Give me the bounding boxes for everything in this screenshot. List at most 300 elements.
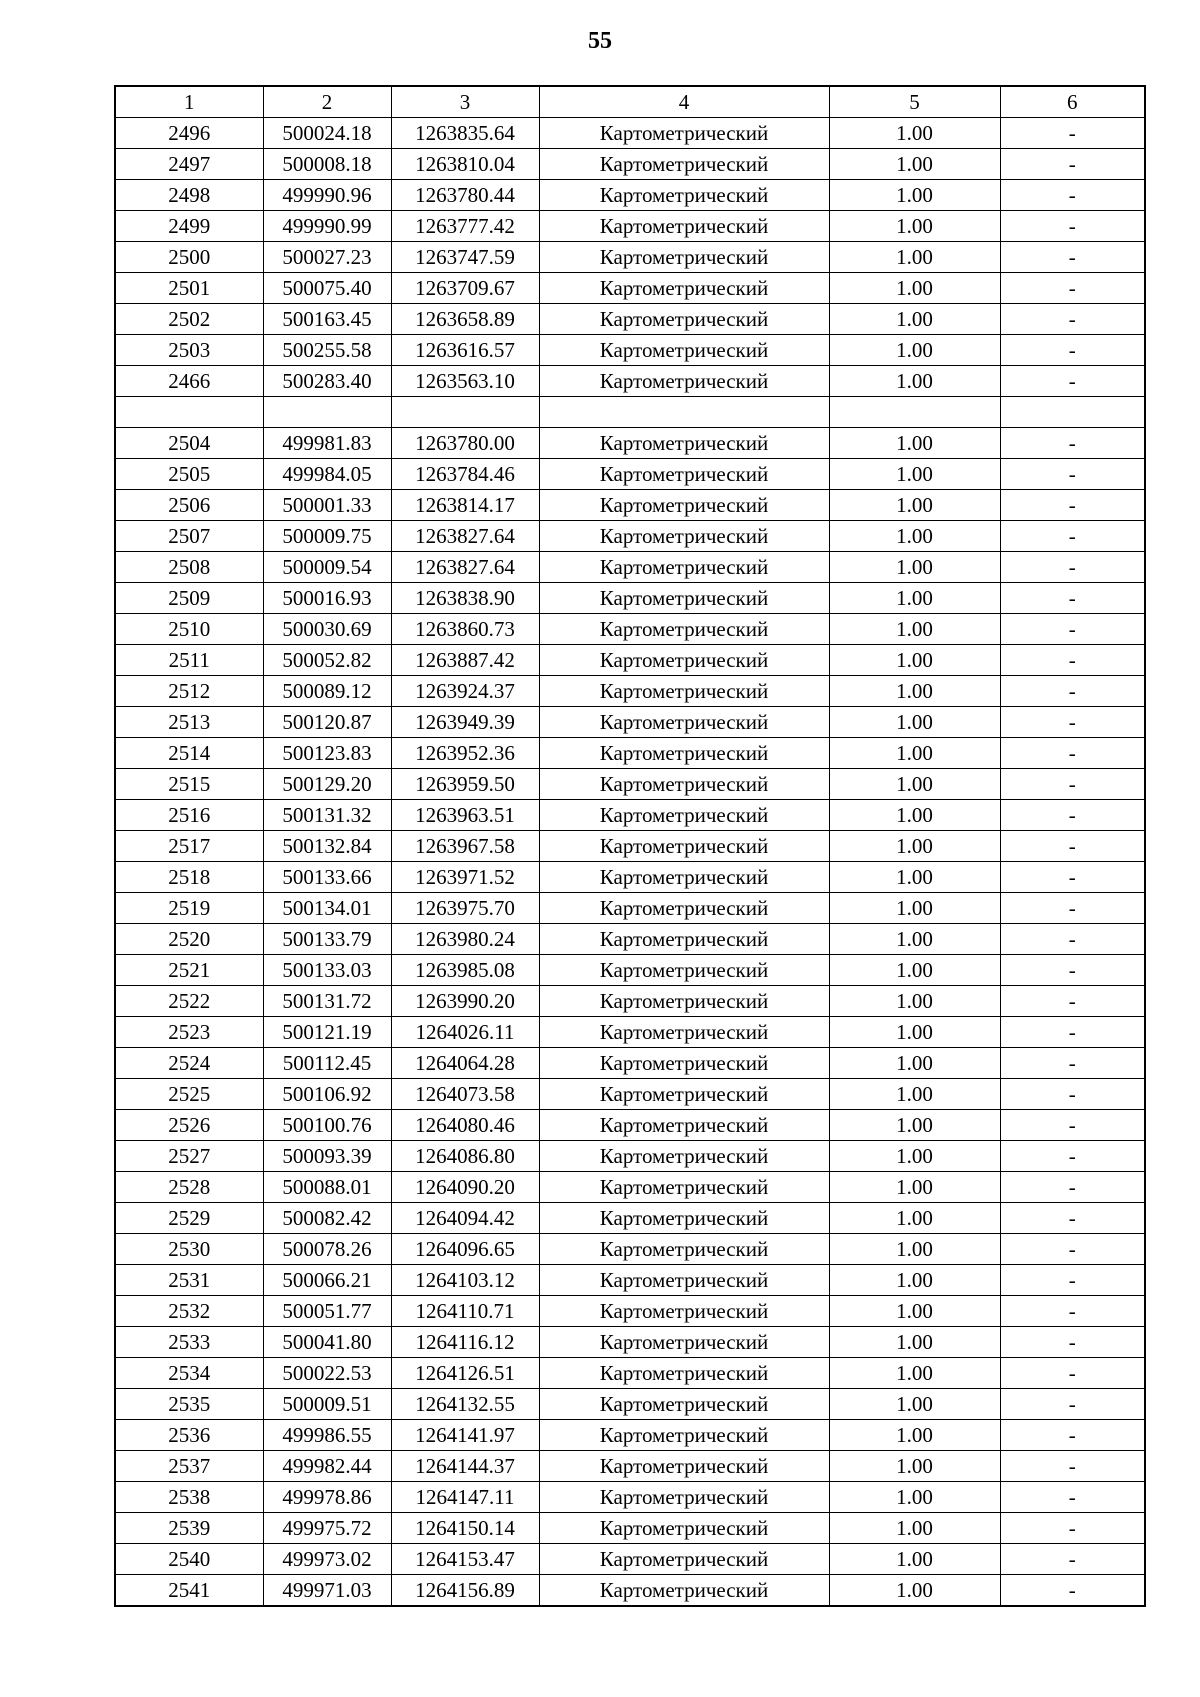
table-row xyxy=(115,1110,1145,1141)
table-body xyxy=(115,118,1145,1607)
x-coordinate-cell: 500112.45 xyxy=(263,1048,391,1079)
x-coordinate-cell: 500008.18 xyxy=(263,149,391,180)
accuracy-cell: 1.00 xyxy=(829,1420,1000,1451)
method-cell: Картометрический xyxy=(539,180,829,211)
x-coordinate-cell: 500009.54 xyxy=(263,552,391,583)
note-cell: - xyxy=(1000,459,1145,490)
method-cell: Картометрический xyxy=(539,955,829,986)
note-cell: - xyxy=(1000,521,1145,552)
x-coordinate-cell: 500051.77 xyxy=(263,1296,391,1327)
note-cell: - xyxy=(1000,738,1145,769)
y-coordinate-cell xyxy=(391,397,539,428)
y-coordinate-cell: 1264116.12 xyxy=(391,1327,539,1358)
x-coordinate-cell: 500133.79 xyxy=(263,924,391,955)
table-row xyxy=(115,1482,1145,1513)
y-coordinate-cell: 1263975.70 xyxy=(391,893,539,924)
x-coordinate-cell: 500100.76 xyxy=(263,1110,391,1141)
x-coordinate-cell: 500001.33 xyxy=(263,490,391,521)
method-cell: Картометрический xyxy=(539,1575,829,1607)
point-number-cell: 2509 xyxy=(115,583,263,614)
method-cell: Картометрический xyxy=(539,831,829,862)
x-coordinate-cell: 499990.99 xyxy=(263,211,391,242)
table-row xyxy=(115,273,1145,304)
x-coordinate-cell: 499971.03 xyxy=(263,1575,391,1607)
accuracy-cell: 1.00 xyxy=(829,304,1000,335)
y-coordinate-cell: 1264110.71 xyxy=(391,1296,539,1327)
y-coordinate-cell: 1263959.50 xyxy=(391,769,539,800)
note-cell: - xyxy=(1000,676,1145,707)
y-coordinate-cell: 1263949.39 xyxy=(391,707,539,738)
note-cell: - xyxy=(1000,1513,1145,1544)
method-cell: Картометрический xyxy=(539,366,829,397)
x-coordinate-cell: 499978.86 xyxy=(263,1482,391,1513)
table-row xyxy=(115,1079,1145,1110)
x-coordinate-cell: 500123.83 xyxy=(263,738,391,769)
note-cell: - xyxy=(1000,1358,1145,1389)
method-cell: Картометрический xyxy=(539,893,829,924)
x-coordinate-cell: 500075.40 xyxy=(263,273,391,304)
point-number-cell: 2503 xyxy=(115,335,263,366)
method-cell: Картометрический xyxy=(539,1451,829,1482)
accuracy-cell: 1.00 xyxy=(829,738,1000,769)
point-number-cell: 2507 xyxy=(115,521,263,552)
accuracy-cell xyxy=(829,397,1000,428)
method-cell: Картометрический xyxy=(539,986,829,1017)
x-coordinate-cell: 500093.39 xyxy=(263,1141,391,1172)
method-cell: Картометрический xyxy=(539,800,829,831)
point-number-cell: 2531 xyxy=(115,1265,263,1296)
note-cell: - xyxy=(1000,1296,1145,1327)
column-header-5: 5 xyxy=(829,86,1000,118)
note-cell: - xyxy=(1000,1017,1145,1048)
point-number-cell: 2523 xyxy=(115,1017,263,1048)
y-coordinate-cell: 1263952.36 xyxy=(391,738,539,769)
method-cell: Картометрический xyxy=(539,118,829,149)
x-coordinate-cell: 500030.69 xyxy=(263,614,391,645)
note-cell: - xyxy=(1000,1482,1145,1513)
point-number-cell: 2538 xyxy=(115,1482,263,1513)
note-cell: - xyxy=(1000,490,1145,521)
y-coordinate-cell: 1264144.37 xyxy=(391,1451,539,1482)
note-cell: - xyxy=(1000,800,1145,831)
y-coordinate-cell: 1263985.08 xyxy=(391,955,539,986)
y-coordinate-cell: 1263814.17 xyxy=(391,490,539,521)
y-coordinate-cell: 1263827.64 xyxy=(391,521,539,552)
table-row xyxy=(115,490,1145,521)
method-cell: Картометрический xyxy=(539,242,829,273)
method-cell: Картометрический xyxy=(539,1544,829,1575)
method-cell: Картометрический xyxy=(539,552,829,583)
point-number-cell: 2539 xyxy=(115,1513,263,1544)
accuracy-cell: 1.00 xyxy=(829,1482,1000,1513)
table-row xyxy=(115,955,1145,986)
accuracy-cell: 1.00 xyxy=(829,428,1000,459)
note-cell: - xyxy=(1000,862,1145,893)
table-row xyxy=(115,242,1145,273)
table-row xyxy=(115,149,1145,180)
accuracy-cell: 1.00 xyxy=(829,1141,1000,1172)
note-cell: - xyxy=(1000,924,1145,955)
point-number-cell: 2536 xyxy=(115,1420,263,1451)
x-coordinate-cell: 500106.92 xyxy=(263,1079,391,1110)
point-number-cell: 2501 xyxy=(115,273,263,304)
accuracy-cell: 1.00 xyxy=(829,769,1000,800)
table-row xyxy=(115,521,1145,552)
method-cell: Картометрический xyxy=(539,1079,829,1110)
method-cell: Картометрический xyxy=(539,1017,829,1048)
accuracy-cell: 1.00 xyxy=(829,1389,1000,1420)
y-coordinate-cell: 1263971.52 xyxy=(391,862,539,893)
point-number-cell: 2541 xyxy=(115,1575,263,1607)
table-row xyxy=(115,1172,1145,1203)
method-cell: Картометрический xyxy=(539,707,829,738)
accuracy-cell: 1.00 xyxy=(829,366,1000,397)
table-row xyxy=(115,118,1145,149)
method-cell: Картометрический xyxy=(539,1358,829,1389)
point-number-cell: 2524 xyxy=(115,1048,263,1079)
x-coordinate-cell: 500255.58 xyxy=(263,335,391,366)
accuracy-cell: 1.00 xyxy=(829,831,1000,862)
accuracy-cell: 1.00 xyxy=(829,180,1000,211)
accuracy-cell: 1.00 xyxy=(829,118,1000,149)
point-number-cell: 2540 xyxy=(115,1544,263,1575)
method-cell: Картометрический xyxy=(539,1234,829,1265)
point-number-cell: 2529 xyxy=(115,1203,263,1234)
table-row xyxy=(115,459,1145,490)
point-number-cell: 2530 xyxy=(115,1234,263,1265)
y-coordinate-cell: 1263887.42 xyxy=(391,645,539,676)
x-coordinate-cell: 500163.45 xyxy=(263,304,391,335)
column-header-1: 1 xyxy=(115,86,263,118)
accuracy-cell: 1.00 xyxy=(829,552,1000,583)
point-number-cell: 2515 xyxy=(115,769,263,800)
table-row xyxy=(115,428,1145,459)
x-coordinate-cell: 500052.82 xyxy=(263,645,391,676)
accuracy-cell: 1.00 xyxy=(829,1017,1000,1048)
x-coordinate-cell: 500131.72 xyxy=(263,986,391,1017)
note-cell: - xyxy=(1000,1389,1145,1420)
point-number-cell: 2521 xyxy=(115,955,263,986)
x-coordinate-cell: 500120.87 xyxy=(263,707,391,738)
table-row xyxy=(115,211,1145,242)
y-coordinate-cell: 1264153.47 xyxy=(391,1544,539,1575)
x-coordinate-cell: 499990.96 xyxy=(263,180,391,211)
point-number-cell: 2496 xyxy=(115,118,263,149)
accuracy-cell: 1.00 xyxy=(829,676,1000,707)
table-row xyxy=(115,924,1145,955)
point-number-cell: 2497 xyxy=(115,149,263,180)
y-coordinate-cell: 1264026.11 xyxy=(391,1017,539,1048)
x-coordinate-cell: 500027.23 xyxy=(263,242,391,273)
table-row xyxy=(115,1296,1145,1327)
accuracy-cell: 1.00 xyxy=(829,1296,1000,1327)
accuracy-cell: 1.00 xyxy=(829,1110,1000,1141)
note-cell: - xyxy=(1000,1575,1145,1607)
method-cell: Картометрический xyxy=(539,1265,829,1296)
point-number-cell: 2520 xyxy=(115,924,263,955)
note-cell: - xyxy=(1000,1420,1145,1451)
x-coordinate-cell: 500022.53 xyxy=(263,1358,391,1389)
y-coordinate-cell: 1263963.51 xyxy=(391,800,539,831)
x-coordinate-cell: 500016.93 xyxy=(263,583,391,614)
accuracy-cell: 1.00 xyxy=(829,1544,1000,1575)
page-number: 55 xyxy=(588,28,612,54)
method-cell: Картометрический xyxy=(539,645,829,676)
method-cell: Картометрический xyxy=(539,1513,829,1544)
y-coordinate-cell: 1263709.67 xyxy=(391,273,539,304)
accuracy-cell: 1.00 xyxy=(829,955,1000,986)
point-number-cell: 2535 xyxy=(115,1389,263,1420)
y-coordinate-cell: 1264126.51 xyxy=(391,1358,539,1389)
x-coordinate-cell: 500121.19 xyxy=(263,1017,391,1048)
x-coordinate-cell: 500024.18 xyxy=(263,118,391,149)
y-coordinate-cell: 1264080.46 xyxy=(391,1110,539,1141)
point-number-cell xyxy=(115,397,263,428)
point-number-cell: 2498 xyxy=(115,180,263,211)
point-number-cell: 2510 xyxy=(115,614,263,645)
note-cell: - xyxy=(1000,1265,1145,1296)
table-row xyxy=(115,1141,1145,1172)
method-cell: Картометрический xyxy=(539,304,829,335)
table-row xyxy=(115,1389,1145,1420)
table-row xyxy=(115,1017,1145,1048)
note-cell: - xyxy=(1000,428,1145,459)
method-cell: Картометрический xyxy=(539,1203,829,1234)
y-coordinate-cell: 1263980.24 xyxy=(391,924,539,955)
point-number-cell: 2502 xyxy=(115,304,263,335)
x-coordinate-cell xyxy=(263,397,391,428)
accuracy-cell: 1.00 xyxy=(829,521,1000,552)
note-cell: - xyxy=(1000,149,1145,180)
method-cell: Картометрический xyxy=(539,1327,829,1358)
point-number-cell: 2508 xyxy=(115,552,263,583)
y-coordinate-cell: 1264073.58 xyxy=(391,1079,539,1110)
table-row xyxy=(115,1327,1145,1358)
note-cell: - xyxy=(1000,304,1145,335)
accuracy-cell: 1.00 xyxy=(829,800,1000,831)
x-coordinate-cell: 500283.40 xyxy=(263,366,391,397)
y-coordinate-cell: 1263777.42 xyxy=(391,211,539,242)
accuracy-cell: 1.00 xyxy=(829,1451,1000,1482)
x-coordinate-cell: 499973.02 xyxy=(263,1544,391,1575)
y-coordinate-cell: 1264094.42 xyxy=(391,1203,539,1234)
table-header xyxy=(115,86,1145,118)
accuracy-cell: 1.00 xyxy=(829,459,1000,490)
note-cell: - xyxy=(1000,180,1145,211)
x-coordinate-cell: 500088.01 xyxy=(263,1172,391,1203)
y-coordinate-cell: 1263924.37 xyxy=(391,676,539,707)
method-cell: Картометрический xyxy=(539,1482,829,1513)
y-coordinate-cell: 1264086.80 xyxy=(391,1141,539,1172)
x-coordinate-cell: 500131.32 xyxy=(263,800,391,831)
note-cell: - xyxy=(1000,707,1145,738)
method-cell: Картометрический xyxy=(539,273,829,304)
method-cell: Картометрический xyxy=(539,459,829,490)
note-cell: - xyxy=(1000,893,1145,924)
y-coordinate-cell: 1264141.97 xyxy=(391,1420,539,1451)
note-cell: - xyxy=(1000,1172,1145,1203)
point-number-cell: 2537 xyxy=(115,1451,263,1482)
column-header-4: 4 xyxy=(539,86,829,118)
note-cell xyxy=(1000,397,1145,428)
method-cell: Картометрический xyxy=(539,335,829,366)
method-cell: Картометрический xyxy=(539,521,829,552)
method-cell: Картометрический xyxy=(539,769,829,800)
accuracy-cell: 1.00 xyxy=(829,583,1000,614)
note-cell: - xyxy=(1000,1110,1145,1141)
point-number-cell: 2526 xyxy=(115,1110,263,1141)
method-cell: Картометрический xyxy=(539,1141,829,1172)
x-coordinate-cell: 500133.66 xyxy=(263,862,391,893)
y-coordinate-cell: 1264156.89 xyxy=(391,1575,539,1607)
x-coordinate-cell: 500009.51 xyxy=(263,1389,391,1420)
accuracy-cell: 1.00 xyxy=(829,490,1000,521)
table-row xyxy=(115,552,1145,583)
x-coordinate-cell: 500041.80 xyxy=(263,1327,391,1358)
accuracy-cell: 1.00 xyxy=(829,1265,1000,1296)
y-coordinate-cell: 1263780.44 xyxy=(391,180,539,211)
column-header-3: 3 xyxy=(391,86,539,118)
note-cell: - xyxy=(1000,1451,1145,1482)
method-cell: Картометрический xyxy=(539,862,829,893)
note-cell: - xyxy=(1000,211,1145,242)
coordinates-table xyxy=(114,85,1146,1607)
y-coordinate-cell: 1263784.46 xyxy=(391,459,539,490)
accuracy-cell: 1.00 xyxy=(829,707,1000,738)
point-number-cell: 2500 xyxy=(115,242,263,273)
table-row xyxy=(115,1544,1145,1575)
note-cell: - xyxy=(1000,1141,1145,1172)
x-coordinate-cell: 500129.20 xyxy=(263,769,391,800)
note-cell: - xyxy=(1000,1203,1145,1234)
point-number-cell: 2519 xyxy=(115,893,263,924)
point-number-cell: 2504 xyxy=(115,428,263,459)
note-cell: - xyxy=(1000,769,1145,800)
accuracy-cell: 1.00 xyxy=(829,335,1000,366)
x-coordinate-cell: 500132.84 xyxy=(263,831,391,862)
x-coordinate-cell: 500009.75 xyxy=(263,521,391,552)
accuracy-cell: 1.00 xyxy=(829,1575,1000,1607)
table-row xyxy=(115,1358,1145,1389)
note-cell: - xyxy=(1000,645,1145,676)
table-row xyxy=(115,397,1145,428)
point-number-cell: 2527 xyxy=(115,1141,263,1172)
method-cell xyxy=(539,397,829,428)
y-coordinate-cell: 1264090.20 xyxy=(391,1172,539,1203)
x-coordinate-cell: 500134.01 xyxy=(263,893,391,924)
note-cell: - xyxy=(1000,831,1145,862)
method-cell: Картометрический xyxy=(539,490,829,521)
note-cell: - xyxy=(1000,366,1145,397)
accuracy-cell: 1.00 xyxy=(829,1234,1000,1265)
table-row xyxy=(115,614,1145,645)
y-coordinate-cell: 1264096.65 xyxy=(391,1234,539,1265)
x-coordinate-cell: 499986.55 xyxy=(263,1420,391,1451)
point-number-cell: 2518 xyxy=(115,862,263,893)
accuracy-cell: 1.00 xyxy=(829,1358,1000,1389)
point-number-cell: 2466 xyxy=(115,366,263,397)
y-coordinate-cell: 1264103.12 xyxy=(391,1265,539,1296)
x-coordinate-cell: 500078.26 xyxy=(263,1234,391,1265)
accuracy-cell: 1.00 xyxy=(829,211,1000,242)
method-cell: Картометрический xyxy=(539,1296,829,1327)
note-cell: - xyxy=(1000,242,1145,273)
table-row xyxy=(115,831,1145,862)
y-coordinate-cell: 1263838.90 xyxy=(391,583,539,614)
point-number-cell: 2516 xyxy=(115,800,263,831)
accuracy-cell: 1.00 xyxy=(829,614,1000,645)
y-coordinate-cell: 1263835.64 xyxy=(391,118,539,149)
table-row xyxy=(115,1575,1145,1607)
point-number-cell: 2512 xyxy=(115,676,263,707)
method-cell: Картометрический xyxy=(539,1048,829,1079)
table-row xyxy=(115,366,1145,397)
method-cell: Картометрический xyxy=(539,676,829,707)
accuracy-cell: 1.00 xyxy=(829,1203,1000,1234)
y-coordinate-cell: 1264132.55 xyxy=(391,1389,539,1420)
point-number-cell: 2525 xyxy=(115,1079,263,1110)
y-coordinate-cell: 1263967.58 xyxy=(391,831,539,862)
accuracy-cell: 1.00 xyxy=(829,149,1000,180)
note-cell: - xyxy=(1000,335,1145,366)
table-row xyxy=(115,893,1145,924)
table-row xyxy=(115,335,1145,366)
accuracy-cell: 1.00 xyxy=(829,273,1000,304)
note-cell: - xyxy=(1000,552,1145,583)
table-row xyxy=(115,1203,1145,1234)
table-row xyxy=(115,1451,1145,1482)
table-row xyxy=(115,738,1145,769)
accuracy-cell: 1.00 xyxy=(829,242,1000,273)
note-cell: - xyxy=(1000,614,1145,645)
table-row xyxy=(115,1234,1145,1265)
table-row xyxy=(115,180,1145,211)
accuracy-cell: 1.00 xyxy=(829,862,1000,893)
point-number-cell: 2511 xyxy=(115,645,263,676)
table-row xyxy=(115,1048,1145,1079)
x-coordinate-cell: 499982.44 xyxy=(263,1451,391,1482)
point-number-cell: 2513 xyxy=(115,707,263,738)
method-cell: Картометрический xyxy=(539,149,829,180)
y-coordinate-cell: 1263780.00 xyxy=(391,428,539,459)
method-cell: Картометрический xyxy=(539,924,829,955)
y-coordinate-cell: 1264064.28 xyxy=(391,1048,539,1079)
accuracy-cell: 1.00 xyxy=(829,1172,1000,1203)
method-cell: Картометрический xyxy=(539,1172,829,1203)
y-coordinate-cell: 1263747.59 xyxy=(391,242,539,273)
table-row xyxy=(115,986,1145,1017)
method-cell: Картометрический xyxy=(539,428,829,459)
note-cell: - xyxy=(1000,583,1145,614)
accuracy-cell: 1.00 xyxy=(829,893,1000,924)
table-row xyxy=(115,800,1145,831)
point-number-cell: 2522 xyxy=(115,986,263,1017)
note-cell: - xyxy=(1000,1327,1145,1358)
accuracy-cell: 1.00 xyxy=(829,1513,1000,1544)
point-number-cell: 2506 xyxy=(115,490,263,521)
table-row xyxy=(115,1420,1145,1451)
y-coordinate-cell: 1264150.14 xyxy=(391,1513,539,1544)
method-cell: Картометрический xyxy=(539,1110,829,1141)
point-number-cell: 2533 xyxy=(115,1327,263,1358)
note-cell: - xyxy=(1000,118,1145,149)
accuracy-cell: 1.00 xyxy=(829,1327,1000,1358)
note-cell: - xyxy=(1000,1079,1145,1110)
point-number-cell: 2499 xyxy=(115,211,263,242)
note-cell: - xyxy=(1000,1048,1145,1079)
table-row xyxy=(115,676,1145,707)
y-coordinate-cell: 1263810.04 xyxy=(391,149,539,180)
